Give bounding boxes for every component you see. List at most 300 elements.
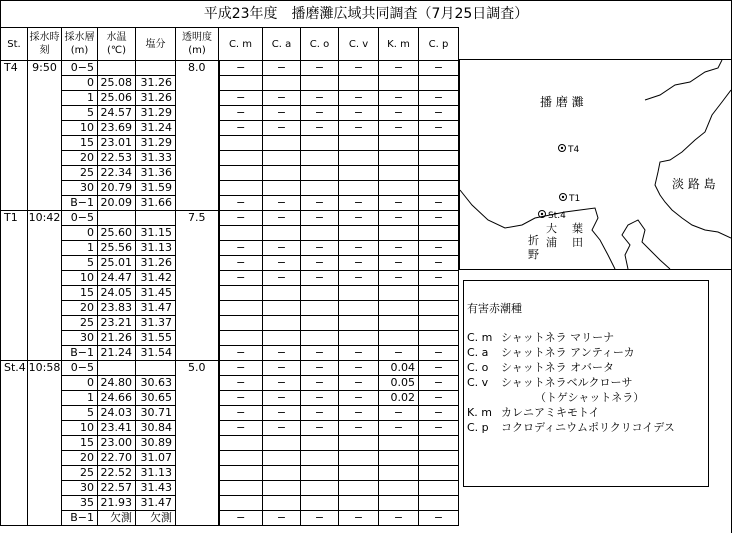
- species-cell: −: [339, 196, 379, 211]
- species-cell: [263, 316, 301, 331]
- survey-table: [0, 27, 459, 526]
- col-st: St.: [1, 28, 28, 61]
- col-species: K. m: [379, 28, 419, 61]
- species-cell: −: [263, 376, 301, 391]
- table-row: [1, 76, 459, 91]
- species-cell: [419, 181, 459, 196]
- species-cell: [419, 76, 459, 91]
- salinity-cell: 31.37: [136, 316, 176, 331]
- legend-code: C. p: [467, 421, 489, 434]
- species-cell: [263, 496, 301, 511]
- species-cell: −: [419, 511, 459, 526]
- species-cell: −: [419, 106, 459, 121]
- table-row: [1, 211, 459, 226]
- legend-item: [467, 330, 702, 345]
- species-cell: [263, 466, 301, 481]
- species-cell: [419, 286, 459, 301]
- layer-cell: 10: [62, 271, 98, 286]
- temp-cell: [98, 361, 136, 376]
- temp-cell: 23.69: [98, 121, 136, 136]
- salinity-cell: 31.26: [136, 91, 176, 106]
- layer-cell: 1: [62, 391, 98, 406]
- species-cell: [301, 331, 339, 346]
- species-cell: −: [301, 121, 339, 136]
- species-cell: [219, 181, 263, 196]
- salinity-cell: 31.26: [136, 76, 176, 91]
- species-cell: −: [263, 121, 301, 136]
- species-cell: [339, 316, 379, 331]
- species-cell: [379, 316, 419, 331]
- table-row: [1, 106, 459, 121]
- species-cell: [379, 481, 419, 496]
- table-row: [1, 226, 459, 241]
- layer-cell: 10: [62, 121, 98, 136]
- species-cell: −: [219, 376, 263, 391]
- species-cell: [419, 151, 459, 166]
- temp-cell: [98, 61, 136, 76]
- species-cell: −: [263, 106, 301, 121]
- species-cell: [301, 481, 339, 496]
- species-cell: [419, 316, 459, 331]
- species-cell: −: [219, 421, 263, 436]
- species-cell: [379, 451, 419, 466]
- species-cell: [301, 226, 339, 241]
- species-cell: [339, 331, 379, 346]
- species-cell: [301, 136, 339, 151]
- temp-cell: 欠測: [98, 511, 136, 526]
- species-cell: [219, 466, 263, 481]
- species-cell: [263, 136, 301, 151]
- temp-cell: 22.57: [98, 481, 136, 496]
- species-cell: 0.05: [379, 376, 419, 391]
- species-cell: [339, 286, 379, 301]
- species-cell: [379, 286, 419, 301]
- species-cell: −: [419, 91, 459, 106]
- species-cell: −: [419, 421, 459, 436]
- species-cell: −: [379, 346, 419, 361]
- transparency-cell: 7.5: [176, 211, 219, 361]
- salinity-cell: 31.29: [136, 106, 176, 121]
- species-cell: −: [379, 196, 419, 211]
- species-cell: −: [301, 196, 339, 211]
- legend-item: [467, 420, 702, 435]
- table-row: [1, 346, 459, 361]
- species-cell: −: [263, 256, 301, 271]
- col-salinity: 塩分: [136, 28, 176, 61]
- col-species: C. a: [263, 28, 301, 61]
- temp-cell: 25.60: [98, 226, 136, 241]
- legend-species-name: シャットネラベルクローサ: [501, 376, 633, 389]
- layer-cell: 35: [62, 496, 98, 511]
- table-row: [1, 166, 459, 181]
- species-cell: −: [263, 91, 301, 106]
- species-cell: [219, 151, 263, 166]
- temp-cell: 22.70: [98, 451, 136, 466]
- species-cell: −: [301, 511, 339, 526]
- species-cell: −: [301, 241, 339, 256]
- legend-code: C. m: [467, 331, 493, 344]
- species-cell: [219, 436, 263, 451]
- species-cell: −: [219, 91, 263, 106]
- species-cell: −: [339, 61, 379, 76]
- species-cell: [263, 451, 301, 466]
- species-cell: −: [263, 406, 301, 421]
- legend-species-name: シャットネラ オバータ: [501, 361, 614, 374]
- species-cell: [339, 76, 379, 91]
- table-row: [1, 331, 459, 346]
- species-cell: −: [263, 196, 301, 211]
- species-cell: −: [219, 196, 263, 211]
- place-label: 大: [546, 222, 557, 235]
- place-label: 田: [572, 236, 583, 249]
- species-cell: −: [339, 91, 379, 106]
- species-cell: [379, 331, 419, 346]
- species-cell: −: [219, 241, 263, 256]
- temp-cell: 22.34: [98, 166, 136, 181]
- species-cell: [263, 166, 301, 181]
- species-cell: [219, 136, 263, 151]
- col-transparency: 透明度(m): [176, 28, 219, 61]
- salinity-cell: 31.07: [136, 451, 176, 466]
- species-cell: [301, 466, 339, 481]
- species-cell: [219, 481, 263, 496]
- legend-species-name: カレニアミキモトイ: [501, 406, 600, 419]
- species-cell: [419, 331, 459, 346]
- table-row: [1, 436, 459, 451]
- species-cell: −: [301, 271, 339, 286]
- salinity-cell: 31.45: [136, 286, 176, 301]
- col-time: 採水時刻: [28, 28, 62, 61]
- species-cell: −: [419, 391, 459, 406]
- salinity-cell: 31.54: [136, 346, 176, 361]
- temp-cell: 22.53: [98, 151, 136, 166]
- species-cell: [379, 76, 419, 91]
- salinity-cell: 31.66: [136, 196, 176, 211]
- salinity-cell: 30.84: [136, 421, 176, 436]
- species-cell: −: [339, 211, 379, 226]
- species-cell: −: [339, 406, 379, 421]
- place-label: 浦: [546, 236, 557, 249]
- table-row: [1, 466, 459, 481]
- layer-cell: 0: [62, 76, 98, 91]
- temp-cell: 21.93: [98, 496, 136, 511]
- species-cell: −: [263, 346, 301, 361]
- species-cell: −: [379, 121, 419, 136]
- temp-cell: 24.47: [98, 271, 136, 286]
- species-cell: [263, 331, 301, 346]
- species-cell: [419, 136, 459, 151]
- species-cell: −: [379, 61, 419, 76]
- species-cell: [263, 481, 301, 496]
- species-cell: −: [379, 511, 419, 526]
- species-cell: −: [419, 211, 459, 226]
- species-cell: −: [263, 511, 301, 526]
- legend-box: [463, 280, 709, 487]
- temp-cell: 25.56: [98, 241, 136, 256]
- species-cell: [419, 226, 459, 241]
- table-row: [1, 451, 459, 466]
- species-cell: [379, 151, 419, 166]
- layer-cell: 0: [62, 376, 98, 391]
- temp-cell: 20.09: [98, 196, 136, 211]
- species-cell: [301, 301, 339, 316]
- layer-cell: 30: [62, 181, 98, 196]
- layer-cell: B−1: [62, 346, 98, 361]
- table-row: [1, 256, 459, 271]
- table-row: [1, 61, 459, 76]
- species-cell: −: [301, 376, 339, 391]
- species-cell: [379, 181, 419, 196]
- temp-cell: 23.01: [98, 136, 136, 151]
- col-species: C. v: [339, 28, 379, 61]
- species-cell: −: [339, 256, 379, 271]
- species-cell: [219, 496, 263, 511]
- time-cell: 10:58: [28, 361, 62, 526]
- species-cell: −: [339, 346, 379, 361]
- species-cell: −: [379, 106, 419, 121]
- species-cell: −: [339, 271, 379, 286]
- map-svg: [460, 60, 731, 269]
- layer-cell: 15: [62, 286, 98, 301]
- species-cell: −: [301, 91, 339, 106]
- species-cell: −: [301, 61, 339, 76]
- species-cell: [379, 436, 419, 451]
- salinity-cell: 31.55: [136, 331, 176, 346]
- species-cell: [301, 286, 339, 301]
- layer-cell: B−1: [62, 511, 98, 526]
- species-cell: −: [301, 346, 339, 361]
- species-cell: [219, 166, 263, 181]
- species-cell: −: [219, 121, 263, 136]
- table-row: [1, 286, 459, 301]
- transparency-cell: 8.0: [176, 61, 219, 211]
- station-cell: St.4: [1, 361, 28, 526]
- species-cell: 0.04: [379, 361, 419, 376]
- col-species: C. m: [219, 28, 263, 61]
- legend-item: [467, 360, 702, 375]
- species-cell: −: [419, 361, 459, 376]
- legend-item: [467, 345, 702, 360]
- species-cell: [339, 301, 379, 316]
- coast-inner: [622, 220, 670, 269]
- species-cell: [419, 481, 459, 496]
- species-cell: −: [339, 106, 379, 121]
- species-cell: −: [419, 271, 459, 286]
- layer-cell: 30: [62, 481, 98, 496]
- table-row: [1, 121, 459, 136]
- species-cell: [219, 331, 263, 346]
- col-layer: 採水層(m): [62, 28, 98, 61]
- table-row: [1, 481, 459, 496]
- layer-cell: 5: [62, 106, 98, 121]
- salinity-cell: 31.36: [136, 166, 176, 181]
- layer-cell: 25: [62, 166, 98, 181]
- layer-cell: 25: [62, 316, 98, 331]
- species-cell: −: [219, 271, 263, 286]
- temp-cell: 23.21: [98, 316, 136, 331]
- species-cell: [339, 466, 379, 481]
- coast-awaji: [655, 90, 731, 238]
- species-cell: −: [219, 211, 263, 226]
- legend-item: [467, 405, 702, 420]
- species-cell: [301, 436, 339, 451]
- species-cell: [219, 301, 263, 316]
- salinity-cell: 31.47: [136, 301, 176, 316]
- col-species: C. p: [419, 28, 459, 61]
- species-cell: −: [301, 256, 339, 271]
- species-cell: −: [419, 406, 459, 421]
- time-cell: 10:42: [28, 211, 62, 361]
- species-cell: −: [339, 421, 379, 436]
- salinity-cell: [136, 211, 176, 226]
- species-cell: [379, 496, 419, 511]
- legend-species-name: シャットネラ マリーナ: [501, 331, 615, 344]
- layer-cell: 5: [62, 406, 98, 421]
- salinity-cell: 31.26: [136, 256, 176, 271]
- salinity-cell: 31.33: [136, 151, 176, 166]
- salinity-cell: 31.42: [136, 271, 176, 286]
- species-cell: −: [301, 391, 339, 406]
- station-marker: [560, 194, 581, 205]
- species-cell: [263, 436, 301, 451]
- species-cell: 0.02: [379, 391, 419, 406]
- legend-code: [467, 390, 501, 405]
- layer-cell: 20: [62, 451, 98, 466]
- transparency-cell: 5.0: [176, 361, 219, 526]
- species-cell: −: [339, 511, 379, 526]
- table-row: [1, 196, 459, 211]
- species-cell: [301, 451, 339, 466]
- species-cell: −: [301, 106, 339, 121]
- species-cell: −: [419, 61, 459, 76]
- species-cell: [301, 166, 339, 181]
- outer-border: [731, 27, 732, 533]
- coast-honshu: [645, 60, 722, 100]
- species-cell: −: [339, 121, 379, 136]
- species-cell: [339, 451, 379, 466]
- salinity-cell: 31.15: [136, 226, 176, 241]
- temp-cell: 25.06: [98, 91, 136, 106]
- layer-cell: 20: [62, 151, 98, 166]
- species-cell: [219, 316, 263, 331]
- species-cell: [419, 466, 459, 481]
- species-cell: −: [263, 241, 301, 256]
- layer-cell: 15: [62, 436, 98, 451]
- species-cell: [219, 451, 263, 466]
- salinity-cell: 31.29: [136, 136, 176, 151]
- legend-item: [467, 390, 702, 405]
- page-title: 平成23年度 播磨灘広域共同調査（7月25日調査）: [0, 0, 732, 27]
- species-cell: −: [339, 376, 379, 391]
- species-cell: [379, 166, 419, 181]
- species-cell: [339, 481, 379, 496]
- table-row: [1, 421, 459, 436]
- temp-cell: 24.03: [98, 406, 136, 421]
- species-cell: [263, 301, 301, 316]
- table-row: [1, 241, 459, 256]
- legend-species-name: コクロディニウムポリクリコイデス: [501, 421, 675, 434]
- station-marker-label: T4: [568, 145, 580, 155]
- temp-cell: [98, 211, 136, 226]
- species-cell: −: [419, 241, 459, 256]
- place-label: 折: [528, 234, 539, 247]
- species-cell: −: [379, 256, 419, 271]
- table-row: [1, 91, 459, 106]
- temp-cell: 22.52: [98, 466, 136, 481]
- species-cell: [339, 166, 379, 181]
- salinity-cell: 30.65: [136, 391, 176, 406]
- table-row: [1, 181, 459, 196]
- species-cell: −: [219, 511, 263, 526]
- legend-item: [467, 375, 702, 390]
- table-row: [1, 406, 459, 421]
- species-cell: [263, 181, 301, 196]
- salinity-cell: 31.47: [136, 496, 176, 511]
- legend-species-name: （トゲシャットネラ）: [535, 391, 645, 404]
- temp-cell: 24.05: [98, 286, 136, 301]
- table-row: [1, 496, 459, 511]
- species-cell: −: [419, 346, 459, 361]
- table-row: [1, 271, 459, 286]
- layer-cell: B−1: [62, 196, 98, 211]
- species-cell: −: [419, 121, 459, 136]
- species-cell: −: [419, 256, 459, 271]
- table-row: [1, 316, 459, 331]
- species-cell: [339, 136, 379, 151]
- table-row: [1, 151, 459, 166]
- species-cell: [263, 151, 301, 166]
- legend-code: C. a: [467, 346, 489, 359]
- temp-cell: 25.01: [98, 256, 136, 271]
- table-row: [1, 511, 459, 526]
- species-cell: [379, 226, 419, 241]
- station-marker-label: St.4: [548, 211, 566, 221]
- salinity-cell: 31.59: [136, 181, 176, 196]
- species-cell: −: [263, 61, 301, 76]
- species-cell: −: [263, 211, 301, 226]
- species-cell: [339, 151, 379, 166]
- table-row: [1, 376, 459, 391]
- col-species: C. o: [301, 28, 339, 61]
- salinity-cell: 31.13: [136, 241, 176, 256]
- species-cell: [419, 451, 459, 466]
- time-cell: 9:50: [28, 61, 62, 211]
- header-row: [1, 28, 459, 61]
- temp-cell: 21.24: [98, 346, 136, 361]
- species-cell: [263, 286, 301, 301]
- species-cell: −: [219, 391, 263, 406]
- species-cell: −: [263, 391, 301, 406]
- layer-cell: 30: [62, 331, 98, 346]
- station-marker: [539, 211, 567, 222]
- species-cell: −: [263, 271, 301, 286]
- layer-cell: 0−5: [62, 211, 98, 226]
- salinity-cell: 欠測: [136, 511, 176, 526]
- species-cell: [219, 226, 263, 241]
- station-map: [459, 59, 732, 270]
- species-cell: −: [379, 241, 419, 256]
- species-cell: −: [219, 256, 263, 271]
- species-cell: −: [419, 376, 459, 391]
- salinity-cell: 30.63: [136, 376, 176, 391]
- place-label: 野: [528, 248, 539, 261]
- station-marker-label: T1: [569, 194, 581, 204]
- species-cell: −: [379, 91, 419, 106]
- salinity-cell: 30.89: [136, 436, 176, 451]
- species-cell: −: [301, 211, 339, 226]
- layer-cell: 5: [62, 256, 98, 271]
- species-cell: [339, 226, 379, 241]
